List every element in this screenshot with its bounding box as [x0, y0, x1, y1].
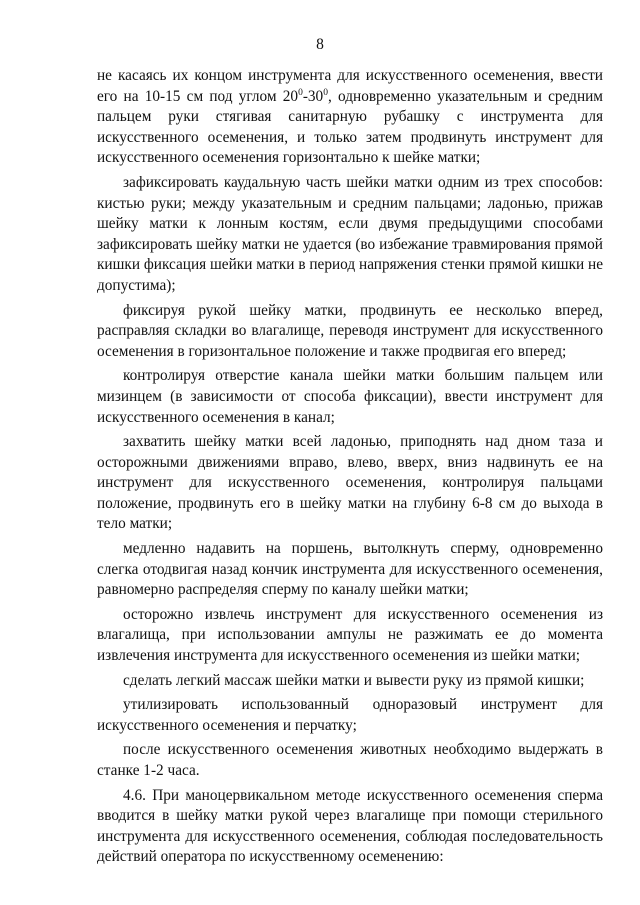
degree-superscript: 0 — [323, 87, 328, 98]
paragraph-insert-instrument — [97, 66, 603, 169]
paragraph-advance-cervix: фиксируя рукой шейку матки, продвинуть ее несколько вперед, расправляя складки во влагалище, переводя инструмент для искусственного осеменения в горизонтальное положение и также продвигая его вперед; — [97, 301, 603, 360]
paragraph-press-piston: медленно надавить на поршень, вытолкнуть сперму, одновременно слегка отодвигая назад кончик инструмента для искусственного осеменения, равномерно распределяя сперму по каналу шейки матки; — [97, 540, 603, 599]
paragraph-text: , одновременно указательным и средним пальцем руки стягивая санитарную рубашку с инструмента для искусственного осеменения, и только затем продвинуть инструмент для искусственного осеменения горизонтально к шейке матки; — [97, 87, 603, 167]
paragraph-fix-cervix: зафиксировать каудальную часть шейки матки одним из трех способов: кистью руки; между указательным и средним пальцами; ладонью, прижав шейку матки к лонным костям, если двумя предыдущими способами зафиксировать шейку матки не удается (во избежание травмирования прямой кишки фиксация шейки матки в период напряжения стенки прямой кишки не допустима); — [97, 173, 603, 294]
paragraph-hold-animal: после искусственного осеменения животных необходимо выдержать в станке 1-2 часа. — [97, 741, 603, 779]
paragraph-section-4-6: 4.6. При маноцервикальном методе искусственного осеменения сперма вводится в шейку матки рукой через влагалище при помощи стерильного инструмента для искусственного осеменения, соблюдая последовательность действий оператора по искусственному осеменению: — [97, 786, 603, 866]
paragraph-extract-instrument: осторожно извлечь инструмент для искусственного осеменения из влагалища, при использовании ампулы не разжимать ее до момента извлечения инструмента для искусственного осеменения из шейки матки; — [97, 605, 603, 665]
paragraph-control-canal: контролируя отверстие канала шейки матки большим пальцем или мизинцем (в зависимости от способа фиксации), ввести инструмент для искусственного осеменения в канал; — [97, 367, 603, 426]
paragraph-grasp-cervix: захватить шейку матки всей ладонью, приподнять над дном таза и осторожными движениями вправо, влево, вверх, вниз надвинуть ее на инструмент для искусственного осеменения, контролируя пальцами положение, продвинуть его в шейку матки на глубину 6-8 см до выхода в тело матки; — [97, 433, 603, 533]
paragraph-massage: сделать легкий массаж шейки матки и вывести руку из прямой кишки; — [123, 671, 585, 689]
paragraph-text: -30 — [302, 87, 324, 105]
document-body — [97, 66, 603, 868]
degree-superscript: 0 — [298, 87, 303, 98]
paragraph-dispose: утилизировать использованный одноразовый инструмент для искусственного осеменения и перчатку; — [97, 696, 603, 734]
page-number: 8 — [316, 36, 324, 53]
paragraph-text: не касаясь их концом инструмента для искусственного осеменения, ввести его на 10-15 см под углом 20 — [97, 67, 603, 105]
